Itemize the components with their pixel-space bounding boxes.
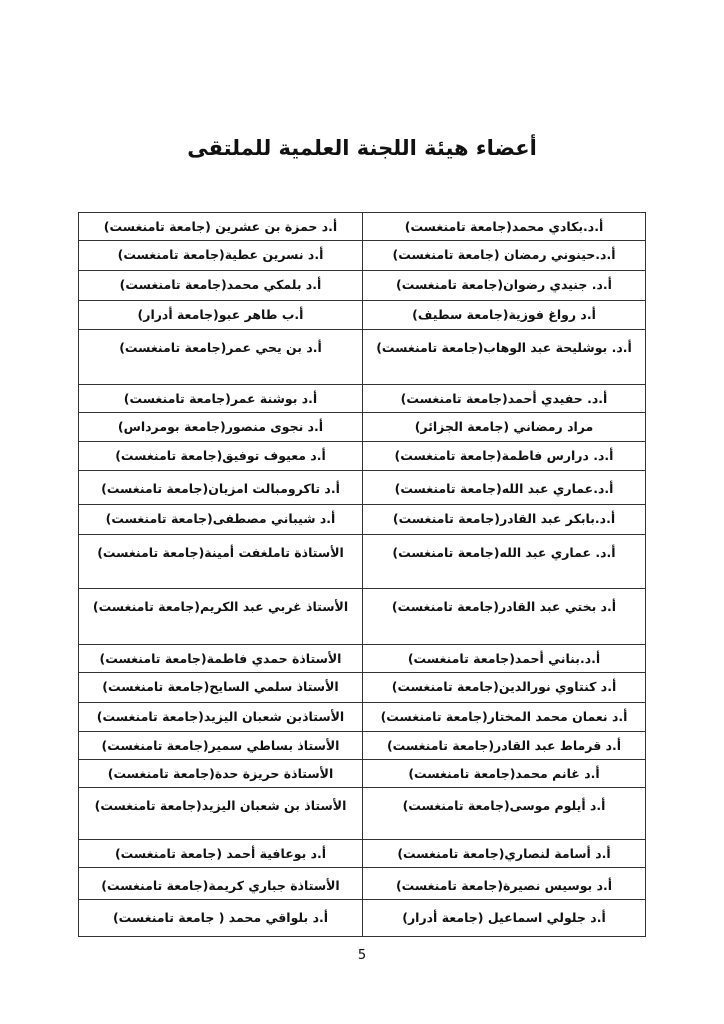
table-row	[79, 589, 646, 645]
table-row	[79, 385, 646, 413]
table-row	[79, 213, 646, 241]
page-title: أعضاء هيئة اللجنة العلمية للملتقى	[187, 136, 537, 160]
table-row	[79, 442, 646, 471]
member-cell-left: أ.د بوعافية أحمد (جامعة تامنغست)	[79, 840, 363, 868]
table-row	[79, 241, 646, 271]
member-cell-left: الأستاذة حمدي فاطمة(جامعة تامنغست)	[79, 645, 363, 673]
member-cell-right: أ.د أسامة لنصاري(جامعة تامنغست)	[363, 840, 646, 868]
member-cell-right: أ.د. عماري عبد الله(جامعة تامنغست)	[363, 535, 646, 589]
member-cell-left: الأستاذ بن شعبان اليزيد(جامعة تامنغست)	[79, 788, 363, 840]
member-cell-right: أ.د.حينوني رمضان (جامعة تامنغست)	[363, 241, 646, 271]
table-row	[79, 645, 646, 673]
member-cell-right: أ.د كنتاوي نورالدين(جامعة تامنغست)	[363, 673, 646, 703]
member-cell-right: أ.د جلولي اسماعيل (جامعة أدرار)	[363, 900, 646, 937]
table-row	[79, 673, 646, 703]
table-row	[79, 900, 646, 937]
member-cell-left: أ.د نجوى منصور(جامعة بومرداس)	[79, 413, 363, 442]
member-cell-left: الأستاذة حريزة حدة(جامعة تامنغست)	[79, 760, 363, 788]
member-cell-left: الأستاذة جباري كريمة(جامعة تامنغست)	[79, 868, 363, 900]
member-cell-left: أ.د بلواقي محمد ( جامعة تامنغست)	[79, 900, 363, 937]
member-cell-left: أ.د نسرين عطية(جامعة تامنغست)	[79, 241, 363, 271]
member-cell-right: أ.د.بكادي محمد(جامعة تامنغست)	[363, 213, 646, 241]
member-cell-right: أ.د نعمان محمد المختار(جامعة تامنغست)	[363, 703, 646, 732]
page-number: 5	[357, 948, 367, 963]
table-row	[79, 788, 646, 840]
member-cell-left: الأستاذ بساطي سمير(جامعة تامنغست)	[79, 732, 363, 760]
member-cell-left: أ.د تاكرومبالت امزيان(جامعة تامنغست)	[79, 471, 363, 505]
member-cell-right: أ.د. بوشليحة عبد الوهاب(جامعة تامنغست)	[363, 330, 646, 385]
table-row	[79, 330, 646, 385]
member-cell-right: أ.د أيلوم موسى(جامعة تامنغست)	[363, 788, 646, 840]
member-cell-left: أ.د بوشنة عمر(جامعة تامنغست)	[79, 385, 363, 413]
member-cell-left: الأستاذ سلمي السايح(جامعة تامنغست)	[79, 673, 363, 703]
committee-members-table	[78, 212, 646, 937]
member-cell-right: أ.د.عماري عبد الله(جامعة تامنغست)	[363, 471, 646, 505]
member-cell-right: أ.د.بناني أحمد(جامعة تامنغست)	[363, 645, 646, 673]
member-cell-left: أ.د بلمكي محمد(جامعة تامنغست)	[79, 271, 363, 301]
table-row	[79, 535, 646, 589]
member-cell-right: أ.د.بابكر عبد القادر(جامعة تامنغست)	[363, 505, 646, 535]
member-cell-right: أ.د قرماط عبد القادر(جامعة تامنغست)	[363, 732, 646, 760]
member-cell-right: أ.د رواغ فوزية(جامعة سطيف)	[363, 301, 646, 330]
member-cell-right: أ.د غانم محمد(جامعة تامنغست)	[363, 760, 646, 788]
table-row	[79, 271, 646, 301]
member-cell-right: أ.د. درارس فاطمة(جامعة تامنغست)	[363, 442, 646, 471]
table-row	[79, 703, 646, 732]
member-cell-right: أ.د بختي عبد القادر(جامعة تامنغست)	[363, 589, 646, 645]
member-cell-right: مراد رمضاني (جامعة الجزائر)	[363, 413, 646, 442]
table-row	[79, 505, 646, 535]
table-row	[79, 301, 646, 330]
member-cell-left: أ.د بن يحي عمر(جامعة تامنغست)	[79, 330, 363, 385]
table-row	[79, 868, 646, 900]
table-row	[79, 840, 646, 868]
member-cell-right: أ.د بوسيس نصيرة(جامعة تامنغست)	[363, 868, 646, 900]
member-cell-left: الأستاذبن شعبان اليزيد(جامعة تامنغست)	[79, 703, 363, 732]
table-row	[79, 413, 646, 442]
member-cell-left: أ.ب طاهر عبو(جامعة أدرار)	[79, 301, 363, 330]
member-cell-left: الأستاذ غربي عبد الكريم(جامعة تامنغست)	[79, 589, 363, 645]
member-cell-right: أ.د. جنيدي رضوان(جامعة تامنغست)	[363, 271, 646, 301]
member-cell-left: الأستاذة تاملغفت أمينة(جامعة تامنغست)	[79, 535, 363, 589]
member-cell-left: أ.د معيوف توفيق(جامعة تامنغست)	[79, 442, 363, 471]
member-cell-right: أ.د. حفيدي أحمد(جامعة تامنغست)	[363, 385, 646, 413]
table-row	[79, 732, 646, 760]
member-cell-left: أ.د شيباني مصطفى(جامعة تامنغست)	[79, 505, 363, 535]
member-cell-left: أ.د حمزة بن عشرين (جامعة تامنغست)	[79, 213, 363, 241]
table-row	[79, 471, 646, 505]
table-row	[79, 760, 646, 788]
